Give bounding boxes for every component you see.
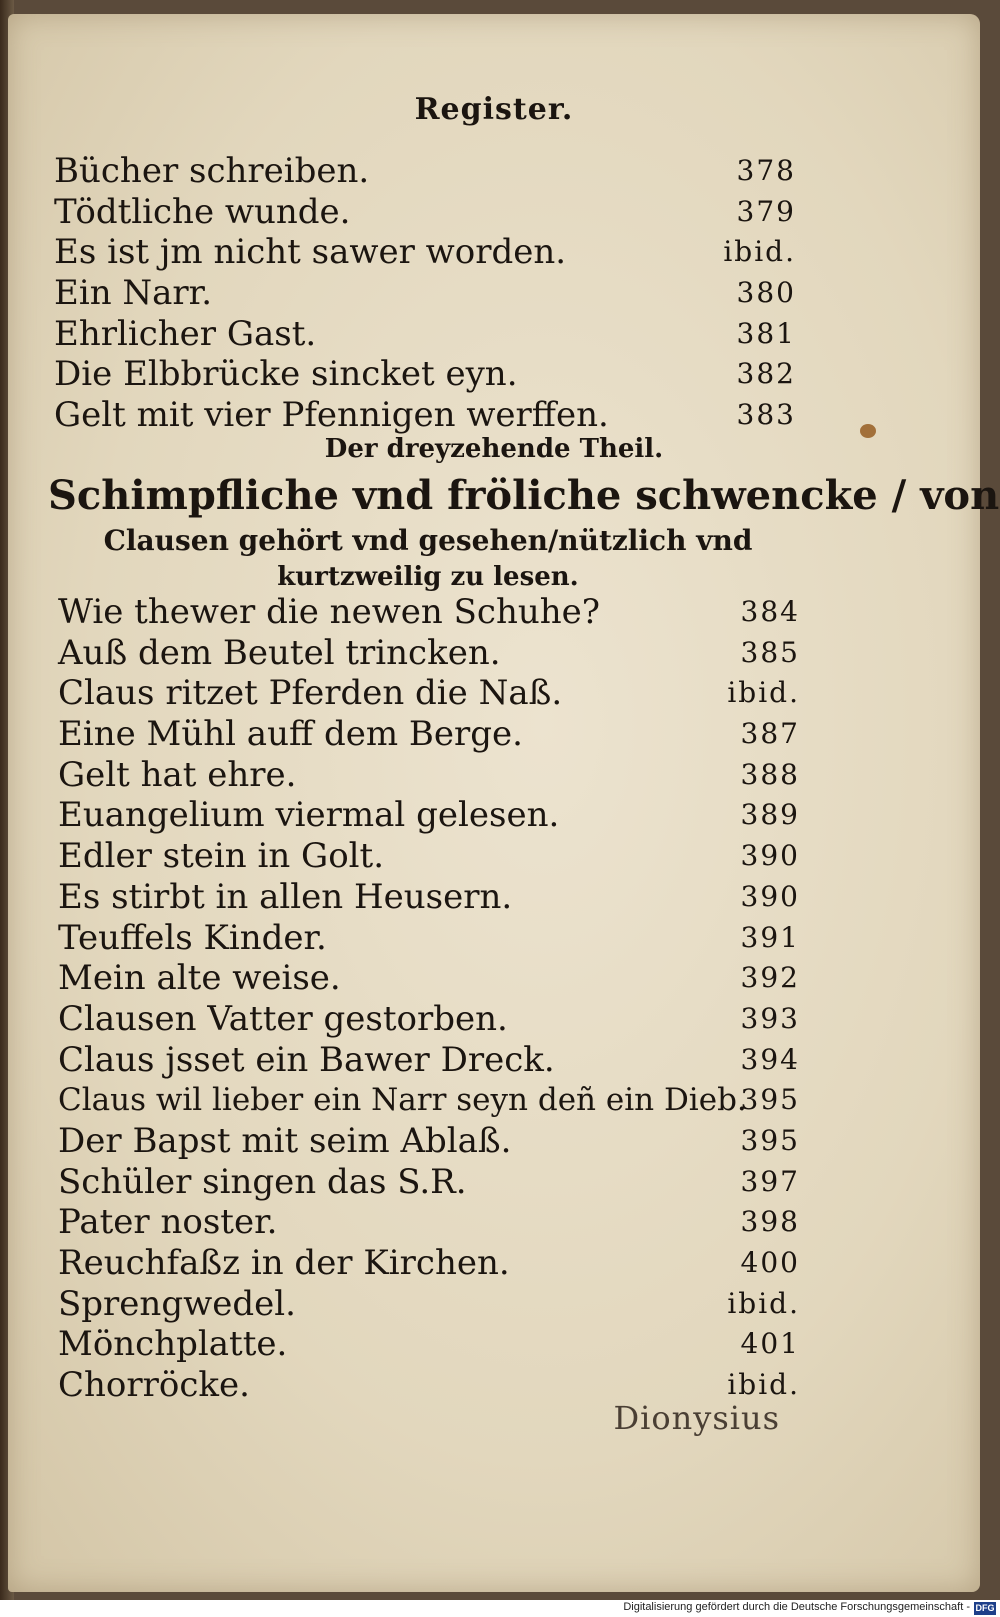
entry-page: ibid. xyxy=(727,1368,800,1402)
dfg-logo: DFG xyxy=(975,1603,995,1613)
entry-title: Teuffels Kinder. xyxy=(58,917,327,958)
entry-title: Wie thewer die newen Schuhe? xyxy=(58,592,601,632)
entry-title: Sprengwedel. xyxy=(58,1283,296,1324)
part-subtitle-line-3: kurtzweilig zu lesen. xyxy=(277,562,579,592)
register-entry xyxy=(58,1324,800,1365)
page-heading: Register. xyxy=(414,92,574,127)
register-entry xyxy=(58,592,800,633)
register-list-section-one xyxy=(54,151,796,436)
entry-title: Claus wil lieber ein Narr seyn deñ ein Dieb. xyxy=(58,1082,747,1119)
register-entry xyxy=(58,1243,800,1284)
register-entry xyxy=(54,354,796,395)
entry-page: 384 xyxy=(740,595,800,628)
part-title: Der dreyzehende Theil. xyxy=(324,434,664,464)
entry-page: 390 xyxy=(740,839,800,873)
entry-page: 398 xyxy=(740,1205,800,1239)
entry-title: Mönchplatte. xyxy=(58,1324,288,1365)
register-entry xyxy=(58,795,800,836)
entry-page: 380 xyxy=(736,276,796,310)
entry-title: Mein alte weise. xyxy=(58,958,341,999)
entry-title: Pater noster. xyxy=(58,1202,278,1243)
entry-title: Es stirbt in allen Heusern. xyxy=(58,876,513,917)
entry-page: ibid. xyxy=(723,235,796,269)
entry-title: Eine Mühl auff dem Berge. xyxy=(58,714,523,755)
entry-page: 389 xyxy=(740,798,800,832)
register-entry xyxy=(58,714,800,755)
entry-page: 379 xyxy=(736,194,796,228)
entry-title: Ehrlicher Gast. xyxy=(54,313,317,354)
entry-page: 385 xyxy=(740,635,800,669)
footer-credit: Digitalisierung gefördert durch die Deutsche Forschungsgemeinschaft - xyxy=(623,1601,970,1613)
entry-page: 382 xyxy=(736,357,796,391)
entry-title: Ein Narr. xyxy=(54,273,212,314)
register-entry xyxy=(54,151,796,192)
register-entry xyxy=(58,755,800,796)
entry-page: 388 xyxy=(740,757,800,791)
entry-page: 393 xyxy=(740,1001,800,1035)
entry-page: 401 xyxy=(740,1327,800,1361)
register-entry xyxy=(58,1284,800,1325)
catchword: Dionysius xyxy=(613,1399,780,1437)
register-entry xyxy=(58,1202,800,1243)
entry-title: Edler stein in Golt. xyxy=(58,836,385,877)
part-subtitle-line-1: Schimpfliche vnd fröliche schwencke / von xyxy=(48,472,1000,519)
entry-page: 378 xyxy=(736,154,796,187)
footer-bar xyxy=(0,1600,1000,1617)
entry-page: ibid. xyxy=(727,676,800,710)
entry-title: Reuchfaßz in der Kirchen. xyxy=(58,1243,510,1283)
register-entry xyxy=(54,314,796,355)
entry-page: 387 xyxy=(740,717,800,751)
register-entry xyxy=(58,999,800,1040)
entry-page: 390 xyxy=(740,879,800,913)
register-entry xyxy=(58,958,800,999)
entry-title: Gelt mit vier Pfennigen werffen. xyxy=(54,395,609,436)
entry-title: Bücher schreiben. xyxy=(54,151,370,191)
entry-title: Euangelium viermal gelesen. xyxy=(58,795,560,836)
entry-title: Tödtliche wunde. xyxy=(54,191,351,232)
register-entry xyxy=(54,192,796,233)
register-entry xyxy=(54,273,796,314)
register-entry xyxy=(58,1080,800,1121)
entry-title: Clausen Vatter gestorben. xyxy=(58,998,508,1039)
entry-page: 395 xyxy=(740,1123,800,1157)
entry-title: Claus ritzet Pferden die Naß. xyxy=(58,673,563,714)
entry-page: 383 xyxy=(736,398,796,432)
entry-page: 392 xyxy=(740,961,800,995)
entry-title: Die Elbbrücke sincket eyn. xyxy=(54,354,518,395)
entry-title: Der Bapst mit seim Ablaß. xyxy=(58,1120,512,1161)
register-entry xyxy=(54,232,796,273)
entry-title: Chorröcke. xyxy=(58,1365,250,1406)
part-subtitle-line-2: Clausen gehört vnd gesehen/nützlich vnd xyxy=(103,524,753,557)
register-entry xyxy=(58,1121,800,1162)
book-page xyxy=(8,14,1000,1592)
entry-title: Claus jsset ein Bawer Dreck. xyxy=(58,1039,555,1080)
entry-page: ibid. xyxy=(727,1286,800,1320)
register-entry xyxy=(58,673,800,714)
entry-title: Es ist jm nicht sawer worden. xyxy=(54,232,567,273)
register-entry xyxy=(58,918,800,959)
register-list-section-two xyxy=(58,592,800,1406)
register-entry xyxy=(58,836,800,877)
register-entry xyxy=(54,395,796,436)
entry-page: 381 xyxy=(736,316,796,350)
entry-page: 394 xyxy=(740,1042,800,1076)
register-entry xyxy=(58,877,800,918)
entry-title: Schüler singen das S.R. xyxy=(58,1161,467,1202)
entry-page: 397 xyxy=(740,1164,800,1198)
entry-title: Auß dem Beutel trincken. xyxy=(58,632,501,673)
register-entry xyxy=(58,1040,800,1081)
entry-page: 395 xyxy=(740,1083,800,1117)
register-entry xyxy=(58,633,800,674)
entry-page: 391 xyxy=(740,920,800,954)
entry-page: 400 xyxy=(740,1246,800,1279)
entry-title: Gelt hat ehre. xyxy=(58,754,297,795)
register-entry xyxy=(58,1162,800,1203)
